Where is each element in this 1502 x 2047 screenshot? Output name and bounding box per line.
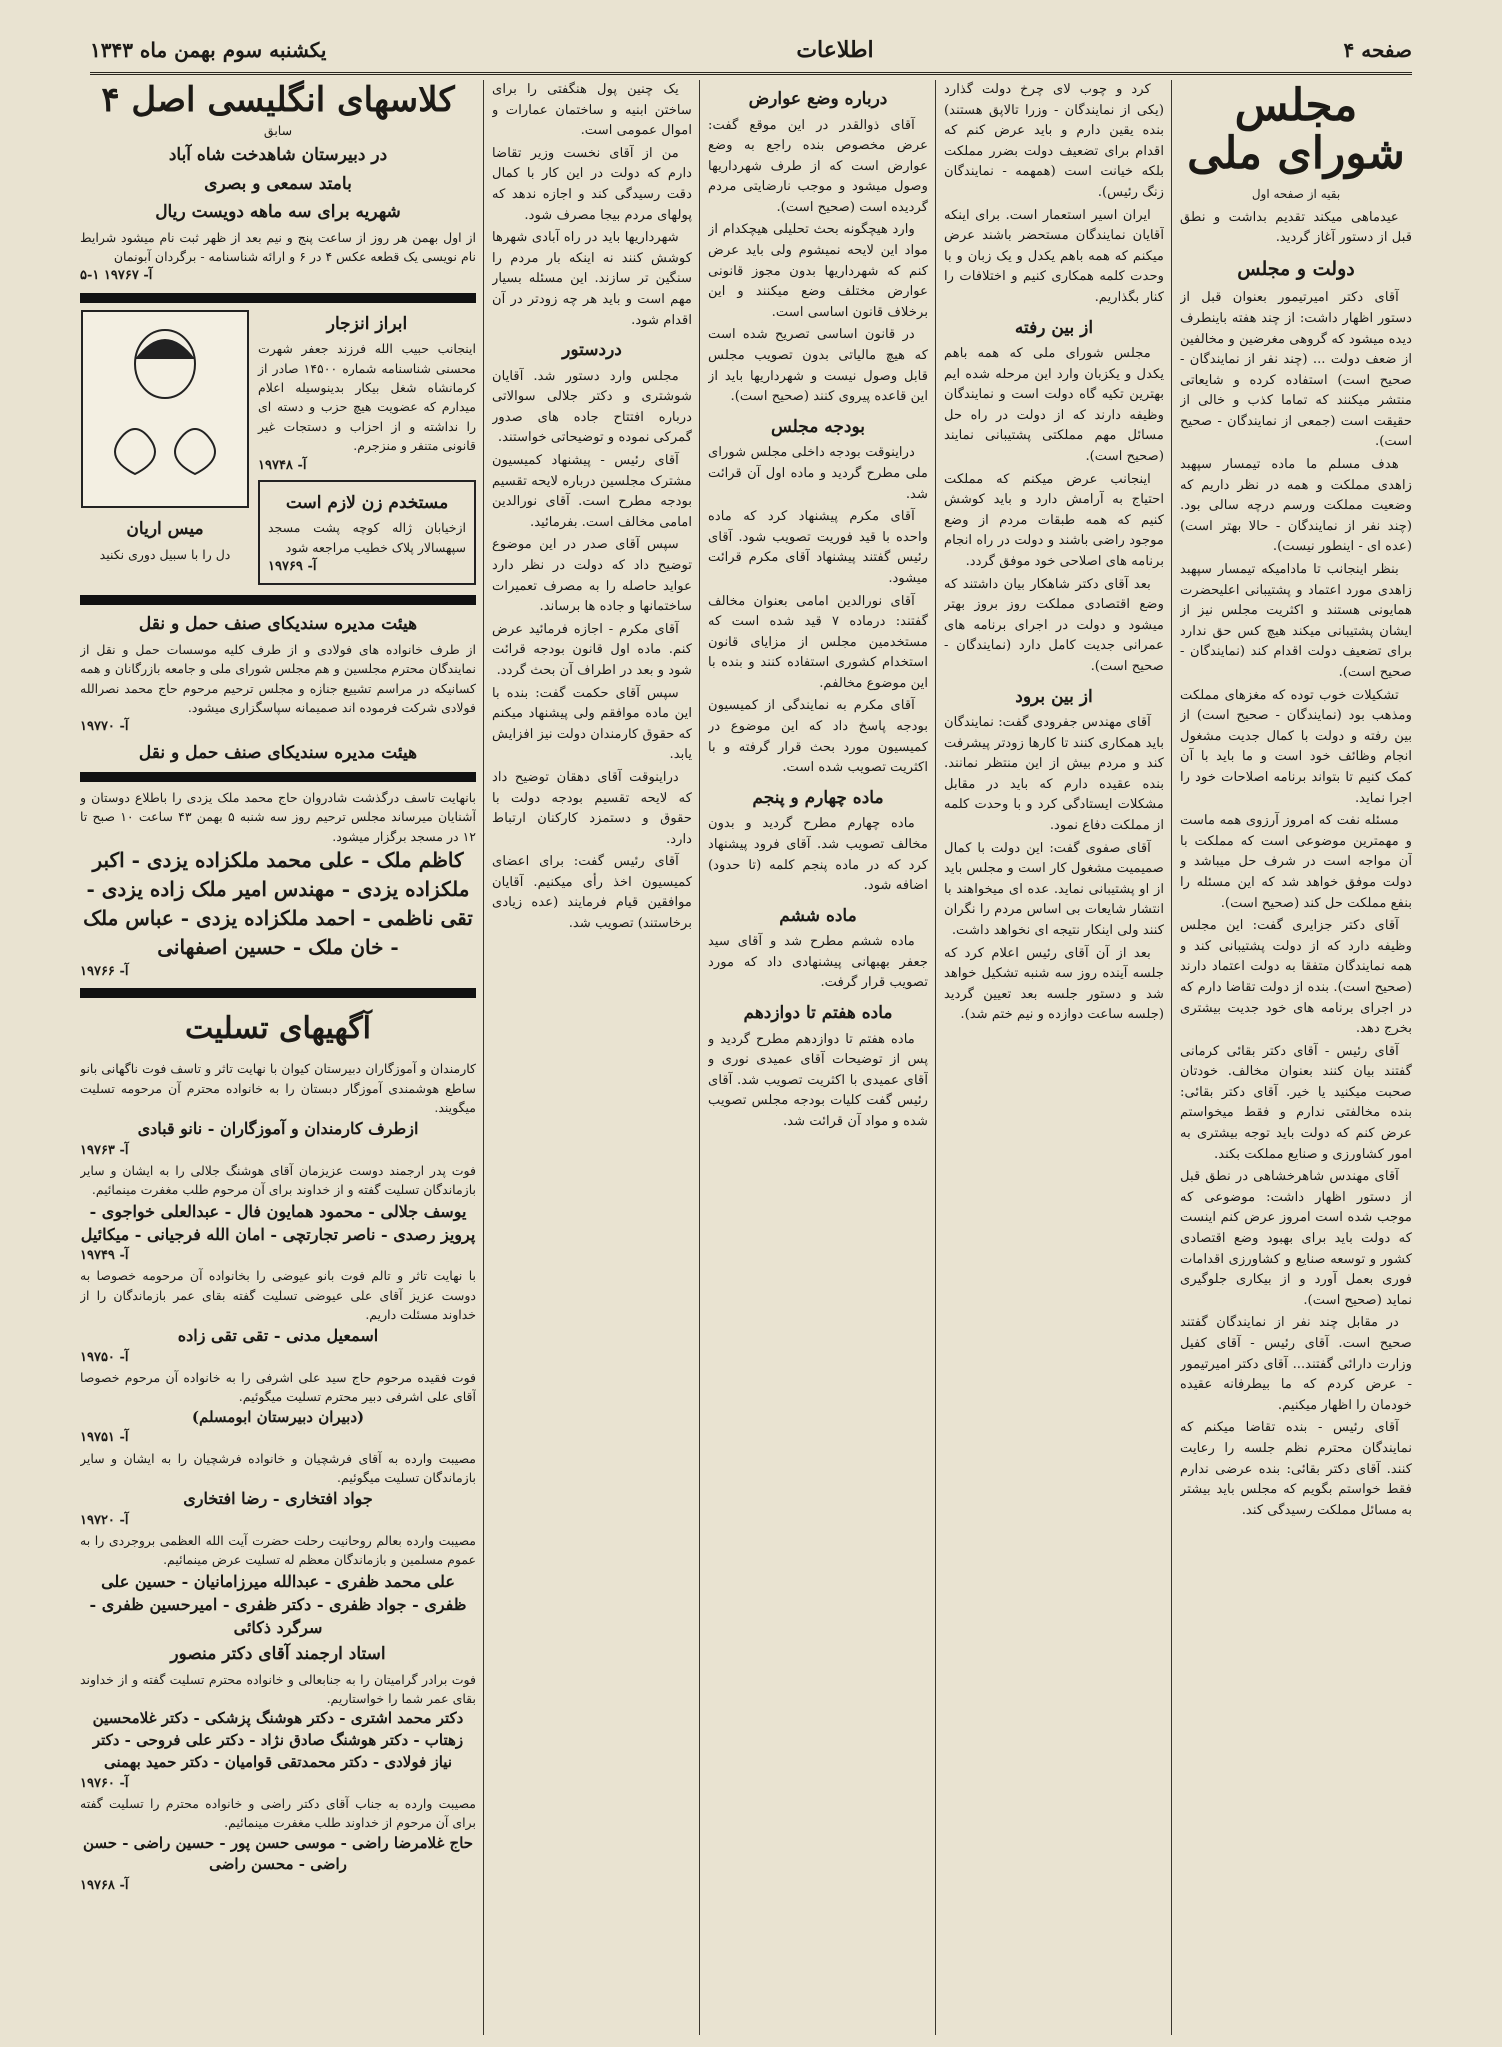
paragraph: مجلس وارد دستور شد. آقایان شوشتری و دکتر جلالی سوالاتی درباره افتتاح جاده های صدور گمرکی نموده و توضیحاتی خواستند. <box>492 368 692 446</box>
paragraph: ایران اسیر استعمار است. برای اینکه آقایان نمایندگان مستحضر باشند عرض میکنم که همه باهم یکدل و یک زبان و با وحدت کلمه همکاری کنیم و اختلافات را کنار بگذاریم. <box>944 207 1164 305</box>
paragraph: ماده ششم مطرح شد و آقای سید جعفر بهبهانی پیشنهادی داد که مورد تصویب قرار گرفت. <box>708 934 928 991</box>
ad-code: آ- ۱۹۷۵۱ <box>80 1430 129 1446</box>
ad-body: فوت پدر ارجمند دوست عزیزمان آقای هوشنگ جلالی را به ایشان و سایر بازماندگان تسلیت گفته و از خداوند برای آن مرحوم طلب مغفرت مینمائیم. <box>80 1162 476 1198</box>
separator-bar <box>80 772 476 782</box>
miss-arian-ad <box>80 309 250 590</box>
condolence-ad <box>80 1794 476 1897</box>
paragraph: آقای ذوالقدر در این موقع گفت: عرض مخصوص بنده راجع به وضع عوارض است که از طرف شهرداریها وصول میشود و موجب نارضایتی مردم گردیده است (صحیح است). <box>708 117 928 215</box>
ad-title: کلاسهای انگلیسی اصل ۴ <box>101 80 455 120</box>
subheading: ماده هفتم تا دوازدهم <box>743 1003 893 1024</box>
ad-footer: هیئت مدیره سندیکای صنف حمل و نقل <box>138 742 418 763</box>
paragraph: بنظر اینجانب تا مادامیکه تیمسار سپهبد زاهدی مورد اعتماد و پشتیبانی اعلیحضرت همایونی هستند و اکثریت مجلس نیز از ایشان پشتیبانی میکند هیچ کس حق ندارد برای تضعیف دولت اقدام کند (نمایندگان - صحیح است). <box>1180 562 1412 680</box>
ad-body: فوت برادر گرامیتان را به جنابعالی و خانواده محترم تسلیت گفته و از خداوند بقای عمر شما را خواستاریم. <box>80 1671 476 1706</box>
ad-logo-text: میس اریان <box>126 519 204 540</box>
ad-names: (دبیران دبیرستان ابومسلم) <box>191 1407 365 1426</box>
ad-body: ازخیابان ژاله کوچه پشت مسجد سپهسالار پلاک خطیب مراجعه شود <box>268 520 466 555</box>
masthead <box>90 28 1412 75</box>
paragraph: آقای رئیس - بنده تقاضا میکنم که نمایندگان محترم نظم جلسه را رعایت کنند. آقای دکتر بقائی: بنده عرضی ندارم فقط خواستم بگویم که مجلس باید بیشتر به مسائل مملکت رسیدگی کند. <box>1180 1420 1412 1518</box>
separator-bar <box>80 293 476 303</box>
ad-body: با نهایت تاثر و تالم فوت بانو عیوضی را بخانواده آن مرحومه خصوصا به دوست عزیز آقای علی عیوضی تسلیت گفته بقای عمر بازماندگان را از خداوند مسئلت داریم. <box>80 1268 476 1322</box>
column-divider <box>1171 80 1172 2035</box>
paragraph: آقای دکتر امیرتیمور بعنوان قبل از دستور اظهار داشت: از چند هفته باینطرف دیده میشود که گروهی مغرضین و مخالفین از ضعف دولت ... (چند نفر از نمایندگان - صحیح است) استفاده کرده و شایعاتی منتشر میکنند که تماما کذب و خالی از حقیقت است (جمعی از نمایندگان - صحیح است). <box>1180 290 1412 450</box>
paragraph: آقای مهندس جفرودی گفت: نمایندگان باید همکاری کنند تا کارها زودتر پیشرفت کند و مردم بیش از این منتظر نمانند. بنده عقیده دارم که باید در مقابل مشکلات ایستادگی کرد و با وحدت کلمه از مملکت دفاع نمود. <box>944 715 1164 834</box>
condolence-ad <box>80 1161 476 1266</box>
ad-code: آ- ۱۹۷۷۰ <box>80 719 129 735</box>
column-4 <box>492 80 692 2035</box>
paragraph: دراینوقت آقای دهقان توضیح داد که لایحه تقسیم بودجه دولت با حقوق و دستمزد کارکنان ارتباط دارد. <box>492 769 692 847</box>
ads-column <box>80 80 476 2035</box>
paragraph: آقای دکتر جزایری گفت: این مجلس وظیفه دارد که از دولت پشتیبانی کند و همه نمایندگان متفقا به دولت اعتماد دارند (صحیح است). بنده از دولت تقاضا دارم که در اجرای برنامه های خود جدیت بیشتری بخرج دهد. <box>1180 918 1412 1037</box>
paragraph: دراینوقت بودجه داخلی مجلس شورای ملی مطرح گردید و ماده اول آن قرائت شد. <box>708 445 928 502</box>
ad-code: آ- ۱۹۷۶۷ ۱-۵ <box>80 268 153 284</box>
ad-code: آ- ۱۹۷۶۳ <box>80 1142 129 1158</box>
ad-line: بامتد سمعی و بصری <box>204 173 352 194</box>
subheading: از بین رفته <box>1014 317 1094 338</box>
ad-line: در دبیرستان شاهدخت شاه آباد <box>168 145 388 166</box>
paragraph: آقای رئیس گفت: برای اعضای کمیسیون اخذ رأی میکنیم. آقایان موافقین قیام فرمایند (عده زیادی برخاستند) تصویب شد. <box>492 854 692 932</box>
ad-caption: دل را با سبیل دوری نکنید <box>99 546 231 562</box>
memorial-ad <box>80 788 476 982</box>
paragraph: آقای مکرم پیشنهاد کرد که ماده واحده با قید فوریت تصویب شود. آقای رئیس گفتند پیشنهاد آقای مکرم قرائت میشود. <box>708 509 928 586</box>
condolence-ad <box>80 1266 476 1368</box>
ad-names: اسمعیل مدنی - تقی تقی زاده <box>177 1326 379 1346</box>
ad-code: آ- ۱۹۷۴۸ <box>258 457 307 473</box>
paragraph: مسئله نفت که امروز آرزوی همه ماست و مهمترین موضوعی است که مملکت با آن مواجه است در شرف حل میباشد و دولت موفق خواهد شد که این مسئله را بنفع مملکت حل کند (صحیح است). <box>1180 813 1412 911</box>
ad-code: آ- ۱۹۷۶۶ <box>80 964 129 980</box>
subheading: درباره وضع عوارض <box>748 89 888 109</box>
condolence-ad <box>80 1531 476 1639</box>
subheading: دولت و مجلس <box>1237 257 1355 280</box>
paragraph: بعد آقای دکتر شاهکار بیان داشتند که وضع اقتصادی مملکت روز بروز بهتر میشود و دولت در اجرای برنامه های عمرانی جدیت کامل دارد (نمایندگان - صحیح است). <box>944 576 1164 674</box>
condolence-ad <box>80 1059 476 1161</box>
paragraph: در قانون اساسی تصریح شده است که هیچ مالیاتی بدون تصویب مجلس قابل وصول نیست و شهرداریها باید از این قاعده پیروی کنند (صحیح است). <box>708 327 928 405</box>
paragraph: آقای صفوی گفت: این دولت با کمال صمیمیت مشغول کار است و مجلس باید از او پشتیبانی نماید. عده ای میخواهند با انتشار شایعات بی اساس مردم را نگران کنند ولی اینکار نتیجه ای نخواهد داشت. <box>944 840 1164 938</box>
ad-body: کارمندان و آموزگاران دبیرستان کیوان با نهایت تاثر و تاسف فوت ناگهانی بانو ساطع هوشمندی آموزگار دبستان را به خانواده محترم آن مرحومه تسلیت میگویند. <box>80 1061 476 1116</box>
ad-names: ازطرف کارمندان و آموزگاران - نانو قبادی <box>137 1119 419 1139</box>
ad-code: آ- ۱۹۷۵۰ <box>80 1349 129 1365</box>
ad-code: آ- ۱۹۷۶۸ <box>80 1878 129 1894</box>
paragraph: آقای رئیس - پیشنهاد کمیسیون مشترک مجلسین درباره لایحه تقسیم بودجه مطرح است. آقای نورالدین امامی مخالف است. بفرمائید. <box>492 453 692 530</box>
subheading: ماده چهارم و پنجم <box>752 787 884 808</box>
condolence-ad <box>80 1641 476 1794</box>
condolence-ad <box>80 1368 476 1449</box>
ad-names: یوسف جلالی - محمود همایون فال - عبدالعلی خواجوی - پرویز رصدی - ناصر تجارتچی - امان الله فرجیانی - میکائیل <box>80 1201 476 1244</box>
paragraph: بعد از آن آقای رئیس اعلام کرد که جلسه آینده روز سه شنبه تشکیل خواهد شد و دستور جلسه بعد تعیین گردید (جلسه ساعت دوازده و نیم ختم شد). <box>944 945 1164 1023</box>
paragraph: ماده چهارم مطرح گردید و بدون مخالف تصویب شد. آقای فرود پیشنهاد کرد که در ماده پنجم کلمه (تا حدود) اضافه شود. <box>708 816 928 894</box>
ad-body: اینجانب حبیب الله فرزند جعفر شهرت محسنی شناسنامه شماره ۱۴۵۰۰ صادر از کرمانشاه شغل بیکار بدینوسیله اعلام میدارم که عضویت هیچ حزب و دسته ای را نداشته و از احزاب و دستجات غیر قانونی متنفر و منزجرم. <box>258 341 476 454</box>
ad-title: مستخدم زن لازم است <box>285 492 449 513</box>
ad-names: کاظم ملک - علی محمد ملکزاده یزدی - اکبر ملکزاده یزدی - مهندس امیر ملک زاده یزدی - تقی ناظمی - احمد ملکزاده یزدی - عباس ملک - خان ملک - حسین اصفهانی <box>83 848 473 960</box>
subheading: از بین برود <box>1015 686 1093 707</box>
ad-line: سابق <box>263 122 293 138</box>
paragraph: آقای نورالدین امامی بعنوان مخالف گفتند: درماده ۷ قید شده است که مستخدمین مجلس از مزایای قانون استخدام کشوری استفاده کنند و بنده با این موضوع مخالفم. <box>708 593 928 691</box>
ad-title: هیئت مدیره سندیکای صنف حمل و نقل <box>138 614 418 635</box>
issue-date: یکشنبه سوم بهمن ماه ۱۳۴۳ <box>90 38 327 62</box>
ad-body: مصیبت وارده به جناب آقای دکتر راضی و خانواده محترم را تسلیت گفته برای آن مرحوم از خداوند طلب مغفرت مینمائیم. <box>80 1795 476 1831</box>
paragraph: آقای مهندس شاهرخشاهی در نطق قبل از دستور اظهار داشت: موضوعی که موجب شده است امروز عرض کنم اینست که دولت باید برای بهبود وضع اقتصادی کشور و توسعه صنایع و کشاورزی اقدامات فوری بعمل آورد و از بیکاری جلوگیری نماید (صحیح است). <box>1180 1169 1412 1308</box>
ad-body: از طرف خانواده های فولادی و از طرف کلیه موسسات حمل و نقل از نمایندگان محترم مجلسین و هم مجلس شورای ملی و جامعه بازرگانان و همه کسانیکه در مراسم تشییع جنازه و مجلس ترحیم مرحوم حاج محمد نصرالله فولادی شرکت فرموده اند صمیمانه سپاسگزاری میشود. <box>80 641 476 715</box>
column-divider <box>935 80 936 2035</box>
ad-body: مصیبت وارده بعالم روحانیت رحلت حضرت آیت الله العظمی بروجردی را به عموم مسلمین و بازماندگان معظم له تسلیت عرض مینمائیم. <box>80 1532 476 1568</box>
newspaper-name: اطلاعات <box>796 37 874 63</box>
paragraph: اینجانب عرض میکنم که مملکت احتیاج به آرامش دارد و باید کوشش کنیم که همه طبقات مردم از وضع موجود راضی باشند و دولت در راه انجام برنامه های اصلاحی خود موفق گردد. <box>944 471 1164 569</box>
paragraph: مجلس شورای ملی که همه باهم یکدل و یکزبان وارد این مرحله شده ایم بهترین تکیه گاه دولت است و نمایندگان وظیفه دارند که از دولت در راه حل مسائل مهم مملکتی پشتیبانی نمایند (صحیح است). <box>944 346 1164 465</box>
ad-code: آ- ۱۹۷۲۰ <box>80 1512 129 1528</box>
paragraph: یک چنین پول هنگفتی را برای ساختن ابنیه و ساختمان عمارات و اموال عمومی است. <box>492 82 692 139</box>
ad-names: علی محمد ظفری - عبدالله میرزامانیان - حسین علی ظفری - جواد ظفری - دکتر ظفری - امیرحسین ظفری - سرگرد ذکائی <box>89 1571 467 1637</box>
paragraph: شهرداریها باید در راه آبادی شهرها کوشش کنند نه اینکه بار مردم را سنگین تر سازند. این مسئله بسیار مهم است و باید هر چه زودتر در آن اقدام شود. <box>492 230 692 328</box>
paragraph: آقای مکرم - اجازه فرمائید عرض کنم. ماده اول قانون بودجه قرائت شود و بعد در اطراف آن بحث گردد. <box>492 621 692 678</box>
ad-body: بانهایت تاسف درگذشت شادروان حاج محمد ملک یزدی را باطلاع دوستان و آشنایان میرساند مجلس ترحیم روز سه شنبه ۵ بهمن ۴۳ ساعت ۱۰ صبح تا ۱۲ در مسجد برگزار میشود. <box>80 790 476 844</box>
paragraph: کرد و چوب لای چرخ دولت گذارد (یکی از نمایندگان - وزرا تالاپق هستند) بنده یقین دارم و باید عرض کنم که اقدام برای تضعیف دولت بضرر مملکت بلکه خیانت است (همهمه - نمایندگان زنگ رئیس). <box>944 82 1164 200</box>
woman-portrait-icon <box>80 309 250 509</box>
paragraph: ماده هفتم تا دوازدهم مطرح گردید و پس از توضیحات آقای عمیدی نوری و آقای عمیدی با اکثریت تصویب شد. آقای رئیس گفت کلیات بودجه مجلس تصویب شده و مواد آن قرائت شد. <box>708 1031 928 1129</box>
ad-body: از اول بهمن هر روز از ساعت پنج و نیم بعد از ظهر ثبت نام میشود شرایط نام نویسی یک قطعه عکس ۴ در ۶ و ارائه شناسنامه - برگردان آبونمان <box>80 229 476 265</box>
paragraph: آقای مکرم به نمایندگی از کمیسیون بودجه پاسخ داد که این موضوع در کمیسیون مورد بحث قرار گرفته و با اکثریت تصویب شده است. <box>708 698 928 776</box>
ad-line: شهریه برای سه ماهه دویست ریال <box>155 202 401 223</box>
paragraph: آقای رئیس - آقای دکتر بقائی کرمانی گفتند بیان کنند بعنوان مخالف. خودتان صحبت میکنید یا خیر. آقای دکتر بقائی: بنده مخالفتی ندارم و فقط میخواستم عرض کنم که دولت باید توجه بیشتری به امور کشاورزی و صنایع مملکت بکند. <box>1180 1043 1412 1162</box>
column-parliament <box>1180 80 1412 2035</box>
continued-note: بقیه از صفحه اول <box>1251 186 1341 201</box>
column-divider <box>699 80 700 2035</box>
column-3 <box>708 80 928 2035</box>
guild-ad <box>80 611 476 766</box>
article-title: مجلس شورای ملی <box>1187 80 1405 180</box>
ad-title: استاد ارجمند آقای دکتر منصور <box>170 1644 386 1665</box>
paragraph: سپس آقای حکمت گفت: بنده با این ماده موافقم ولی پیشنهاد میکنم که حقوق کارمندان دولت نیز افزایش یابد. <box>492 685 692 763</box>
column-2 <box>944 80 1164 2035</box>
separator-bar <box>80 988 476 998</box>
subheading: بودجه مجلس <box>770 416 865 437</box>
ad-names: دکتر محمد اشتری - دکتر هوشنگ پزشکی - دکتر غلامحسین زهتاب - دکتر هوشنگ صادق نژاد - دکتر علی فروحی - دکتر نیاز فولادی - دکتر محمدتقی قوامیان - دکتر حمید بهمنی <box>92 1709 464 1771</box>
paragraph: وارد هیچگونه بحث تحلیلی هیچکدام از مواد این لایحه نمیشوم ولی باید عرض کنم که شهرداریها بدون مجوز قانونی عوارض مختلف وضع میکنند و این برخلاف قانون اساسی است. <box>708 222 928 320</box>
ad-body: فوت فقیده مرحوم حاج سید علی اشرفی را به خانواده آن مرحوم خصوصا آقای علی اشرفی دبیر محترم تسلیت میگوئیم. <box>80 1369 476 1405</box>
subheading: ماده ششم <box>779 905 857 926</box>
ad-names: جواد افتخاری - رضا افتخاری <box>183 1489 373 1509</box>
condolence-section-title: آگهیهای تسلیت <box>185 1011 371 1047</box>
ad-body: مصیبت وارده به آقای فرشچیان و خانواده فرشچیان را به ایشان و سایر بازماندگان تسلیت میگوئیم. <box>80 1450 476 1485</box>
ad-code: آ- ۱۹۷۶۰ <box>80 1775 129 1791</box>
ad-code: آ- ۱۹۷۶۹ <box>268 559 317 575</box>
ad-row <box>80 309 476 590</box>
condolence-ad <box>80 1449 476 1531</box>
izhar-ad <box>258 309 476 590</box>
paragraph: عیدماهی میکند تقدیم بداشت و نطق قبل از دستور آغاز گردید. <box>1180 209 1412 246</box>
ad-code: آ- ۱۹۷۴۹ <box>80 1247 129 1263</box>
ad-title: ابراز انزجار <box>326 313 408 334</box>
column-divider <box>483 80 484 2035</box>
subheading: دردستور <box>562 340 622 361</box>
ad-names: حاج غلامرضا راضی - موسی حسن پور - حسین راضی - حسن راضی - محسن راضی <box>82 1833 474 1874</box>
separator-bar <box>80 595 476 605</box>
paragraph: تشکیلات خوب توده که مغزهای مملکت ومذهب بود (نمایندگان - صحیح است) از بین رفته و دولت با کمال جدیت مشغول انجام وظائف خود است و ما باید با آن کمک کنیم تا بتواند برنامه اصلاحات خود را اجرا نماید. <box>1180 687 1412 806</box>
paragraph: سپس آقای صدر در این موضوع توضیح داد که دولت در نظر دارد عواید حاصله را به مصرف تعمیرات ساختمانها و جاده ها برساند. <box>492 537 692 615</box>
english-class-ad <box>80 80 476 287</box>
paragraph: هدف مسلم ما ماده تیمسار سپهبد زاهدی مملکت و همه در نظر داریم که وضعیت مملکت ورسم درچه سالی بود. (چند نفر از نمایندگان - حالا بهتر است) (عده ای - اینطور نیست). <box>1180 457 1412 555</box>
employ-ad <box>258 480 476 586</box>
paragraph: در مقابل چند نفر از نمایندگان گفتند صحیح است. آقای رئیس - آقای کفیل وزارت دارائی گفتند... آقای دکتر امیرتیمور - عرض کردم که ما بیطرفانه عقیده خودمان را اظهار میکنیم. <box>1180 1315 1412 1413</box>
paragraph: من از آقای نخست وزیر تقاضا دارم که دولت در این کار با کمال دقت رسیدگی کند و اجازه ندهد که پولهای مردم بیجا مصرف شود. <box>492 145 692 223</box>
page-number: صفحه ۴ <box>1343 38 1412 62</box>
